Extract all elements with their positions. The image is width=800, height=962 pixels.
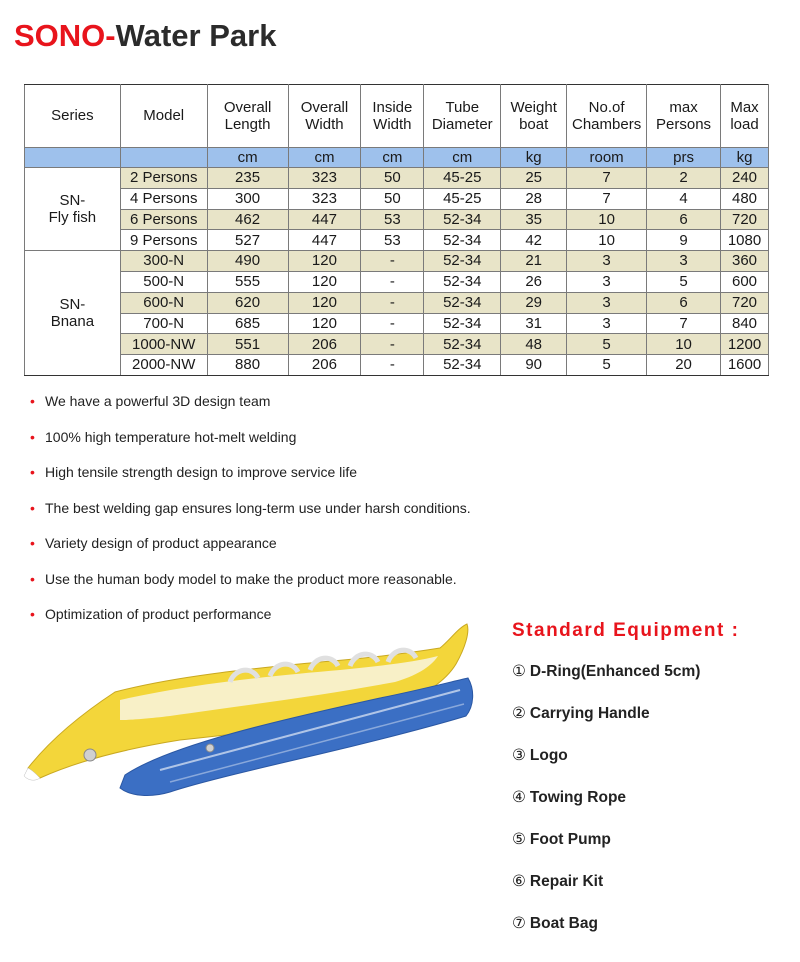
model-cell: 500-N bbox=[120, 271, 207, 292]
table-unit-cell: kg bbox=[721, 148, 769, 168]
table-unit-cell bbox=[120, 148, 207, 168]
model-cell: 300-N bbox=[120, 251, 207, 272]
list-item bbox=[30, 500, 471, 536]
table-cell: 53 bbox=[361, 230, 424, 251]
table-cell: 20 bbox=[647, 355, 721, 376]
table-header-cell: Weight boat bbox=[501, 85, 567, 148]
table-header-cell: Tube Diameter bbox=[424, 85, 501, 148]
table-cell: 6 bbox=[647, 209, 721, 230]
equipment-number: ④ bbox=[512, 789, 526, 806]
bullet-icon: • bbox=[30, 393, 35, 409]
table-cell: 45-25 bbox=[424, 168, 501, 189]
list-item bbox=[30, 464, 471, 500]
table-cell: 52-34 bbox=[424, 230, 501, 251]
equipment-number: ① bbox=[512, 663, 526, 680]
table-row bbox=[25, 168, 769, 189]
table-cell: 462 bbox=[207, 209, 288, 230]
spec-table bbox=[24, 84, 769, 376]
table-cell: 1600 bbox=[721, 355, 769, 376]
table-cell: 7 bbox=[567, 168, 647, 189]
page-title bbox=[14, 18, 276, 54]
table-cell: 53 bbox=[361, 209, 424, 230]
feature-text: The best welding gap ensures long-term use under harsh conditions. bbox=[45, 499, 471, 516]
equipment-label: Foot Pump bbox=[529, 831, 611, 848]
model-cell: 4 Persons bbox=[120, 188, 207, 209]
table-cell: 6 bbox=[647, 292, 721, 313]
table-cell: 235 bbox=[207, 168, 288, 189]
bullet-icon: • bbox=[30, 499, 35, 516]
series-cell: SN- Bnana bbox=[25, 251, 121, 376]
table-cell: 35 bbox=[501, 209, 567, 230]
table-header-cell: No.of Chambers bbox=[567, 85, 647, 148]
table-cell: 52-34 bbox=[424, 251, 501, 272]
table-cell: 1080 bbox=[721, 230, 769, 251]
table-cell: 840 bbox=[721, 313, 769, 334]
bullet-icon: • bbox=[30, 428, 35, 445]
table-cell: 4 bbox=[647, 188, 721, 209]
table-cell: 600 bbox=[721, 271, 769, 292]
table-cell: 3 bbox=[567, 271, 647, 292]
model-cell: 1000-NW bbox=[120, 334, 207, 355]
table-cell: 52-34 bbox=[424, 209, 501, 230]
table-unit-cell: prs bbox=[647, 148, 721, 168]
model-cell: 6 Persons bbox=[120, 209, 207, 230]
table-cell: 120 bbox=[288, 251, 361, 272]
table-cell: 52-34 bbox=[424, 292, 501, 313]
feature-text: 100% high temperature hot-melt welding bbox=[45, 428, 297, 445]
table-row bbox=[25, 355, 769, 376]
list-item bbox=[30, 393, 471, 429]
equipment-label: Boat Bag bbox=[529, 915, 598, 932]
table-cell: 52-34 bbox=[424, 355, 501, 376]
table-cell: 9 bbox=[647, 230, 721, 251]
table-cell: 120 bbox=[288, 292, 361, 313]
table-cell: 447 bbox=[288, 209, 361, 230]
equipment-item bbox=[512, 788, 739, 830]
table-row bbox=[25, 334, 769, 355]
model-cell: 700-N bbox=[120, 313, 207, 334]
table-cell: 52-34 bbox=[424, 334, 501, 355]
equipment-number: ② bbox=[512, 705, 526, 722]
table-cell: 29 bbox=[501, 292, 567, 313]
table-cell: 50 bbox=[361, 168, 424, 189]
table-cell: - bbox=[361, 313, 424, 334]
table-row bbox=[25, 313, 769, 334]
table-unit-cell: cm bbox=[361, 148, 424, 168]
table-cell: 5 bbox=[647, 271, 721, 292]
bullet-icon: • bbox=[30, 464, 35, 480]
table-unit-cell: cm bbox=[288, 148, 361, 168]
table-unit-cell: cm bbox=[207, 148, 288, 168]
table-cell: 720 bbox=[721, 292, 769, 313]
model-cell: 9 Persons bbox=[120, 230, 207, 251]
table-cell: 28 bbox=[501, 188, 567, 209]
equipment-number: ⑦ bbox=[512, 915, 526, 932]
table-cell: 527 bbox=[207, 230, 288, 251]
list-item bbox=[30, 571, 471, 607]
equipment-item bbox=[512, 662, 739, 704]
feature-text: We have a powerful 3D design team bbox=[45, 393, 271, 409]
table-cell: 5 bbox=[567, 334, 647, 355]
equipment-number: ⑥ bbox=[512, 873, 526, 890]
table-cell: 360 bbox=[721, 251, 769, 272]
table-cell: 490 bbox=[207, 251, 288, 272]
table-cell: 3 bbox=[647, 251, 721, 272]
table-cell: 31 bbox=[501, 313, 567, 334]
feature-text: High tensile strength design to improve service life bbox=[45, 464, 358, 480]
standard-equipment bbox=[512, 620, 739, 956]
equipment-item bbox=[512, 830, 739, 872]
equipment-item bbox=[512, 914, 739, 956]
table-cell: 26 bbox=[501, 271, 567, 292]
equipment-label: Repair Kit bbox=[529, 873, 604, 890]
equipment-item bbox=[512, 704, 739, 746]
table-header-cell: Overall Length bbox=[207, 85, 288, 148]
brand-name: SONO- bbox=[14, 18, 116, 53]
table-cell: 1200 bbox=[721, 334, 769, 355]
table-cell: 3 bbox=[567, 251, 647, 272]
table-header-cell: Max load bbox=[721, 85, 769, 148]
table-header-cell: Series bbox=[25, 85, 121, 148]
table-header-cell: Model bbox=[120, 85, 207, 148]
feature-text: Use the human body model to make the product more reasonable. bbox=[45, 570, 457, 587]
table-cell: 7 bbox=[647, 313, 721, 334]
table-cell: 48 bbox=[501, 334, 567, 355]
list-item bbox=[30, 429, 471, 465]
table-cell: - bbox=[361, 355, 424, 376]
table-cell: 50 bbox=[361, 188, 424, 209]
table-cell: 52-34 bbox=[424, 271, 501, 292]
table-header-cell: Inside Width bbox=[361, 85, 424, 148]
list-item bbox=[30, 535, 471, 571]
table-cell: 206 bbox=[288, 355, 361, 376]
bullet-icon: • bbox=[30, 570, 35, 587]
table-cell: 880 bbox=[207, 355, 288, 376]
feature-text: Variety design of product appearance bbox=[45, 535, 277, 551]
table-cell: 5 bbox=[567, 355, 647, 376]
table-cell: 10 bbox=[567, 230, 647, 251]
table-cell: 3 bbox=[567, 292, 647, 313]
series-cell: SN- Fly fish bbox=[25, 168, 121, 251]
table-cell: 720 bbox=[721, 209, 769, 230]
table-cell: 21 bbox=[501, 251, 567, 272]
table-cell: 3 bbox=[567, 313, 647, 334]
table-header-cell: Overall Width bbox=[288, 85, 361, 148]
table-cell: - bbox=[361, 292, 424, 313]
table-cell: 7 bbox=[567, 188, 647, 209]
equipment-item bbox=[512, 746, 739, 788]
table-unit-cell: room bbox=[567, 148, 647, 168]
table-cell: 42 bbox=[501, 230, 567, 251]
table-cell: 52-34 bbox=[424, 313, 501, 334]
table-cell: 120 bbox=[288, 271, 361, 292]
model-cell: 2000-NW bbox=[120, 355, 207, 376]
table-cell: 25 bbox=[501, 168, 567, 189]
table-cell: 323 bbox=[288, 168, 361, 189]
table-row bbox=[25, 251, 769, 272]
feature-text: Optimization of product performance bbox=[45, 606, 272, 622]
bullet-icon: • bbox=[30, 606, 35, 622]
table-cell: - bbox=[361, 251, 424, 272]
table-unit-cell: kg bbox=[501, 148, 567, 168]
table-cell: 90 bbox=[501, 355, 567, 376]
equipment-label: D-Ring(Enhanced 5cm) bbox=[529, 663, 701, 680]
feature-list bbox=[30, 393, 471, 642]
table-cell: 685 bbox=[207, 313, 288, 334]
table-cell: - bbox=[361, 271, 424, 292]
equipment-label: Carrying Handle bbox=[529, 705, 650, 722]
model-cell: 2 Persons bbox=[120, 168, 207, 189]
table-cell: 10 bbox=[567, 209, 647, 230]
equipment-item bbox=[512, 872, 739, 914]
equipment-label: Towing Rope bbox=[529, 789, 627, 806]
table-header-cell: max Persons bbox=[647, 85, 721, 148]
table-cell: 620 bbox=[207, 292, 288, 313]
table-cell: 555 bbox=[207, 271, 288, 292]
table-cell: 45-25 bbox=[424, 188, 501, 209]
table-cell: 300 bbox=[207, 188, 288, 209]
table-cell: 240 bbox=[721, 168, 769, 189]
table-row bbox=[25, 292, 769, 313]
equipment-label: Logo bbox=[529, 747, 568, 764]
table-row bbox=[25, 209, 769, 230]
model-cell: 600-N bbox=[120, 292, 207, 313]
table-cell: 480 bbox=[721, 188, 769, 209]
table-cell: 2 bbox=[647, 168, 721, 189]
table-unit-cell: cm bbox=[424, 148, 501, 168]
table-cell: 120 bbox=[288, 313, 361, 334]
table-row bbox=[25, 271, 769, 292]
table-row bbox=[25, 230, 769, 251]
table-cell: 551 bbox=[207, 334, 288, 355]
table-cell: - bbox=[361, 334, 424, 355]
equipment-title: Standard Equipment : bbox=[512, 620, 740, 641]
equipment-list bbox=[512, 662, 739, 956]
banana-boat-image bbox=[20, 620, 480, 810]
title-rest: Water Park bbox=[115, 18, 277, 53]
equipment-number: ③ bbox=[512, 747, 526, 764]
bullet-icon: • bbox=[30, 535, 35, 551]
table-unit-cell bbox=[25, 148, 121, 168]
table-row bbox=[25, 188, 769, 209]
table-cell: 323 bbox=[288, 188, 361, 209]
table-cell: 206 bbox=[288, 334, 361, 355]
table-cell: 447 bbox=[288, 230, 361, 251]
table-cell: 10 bbox=[647, 334, 721, 355]
equipment-number: ⑤ bbox=[512, 831, 526, 848]
